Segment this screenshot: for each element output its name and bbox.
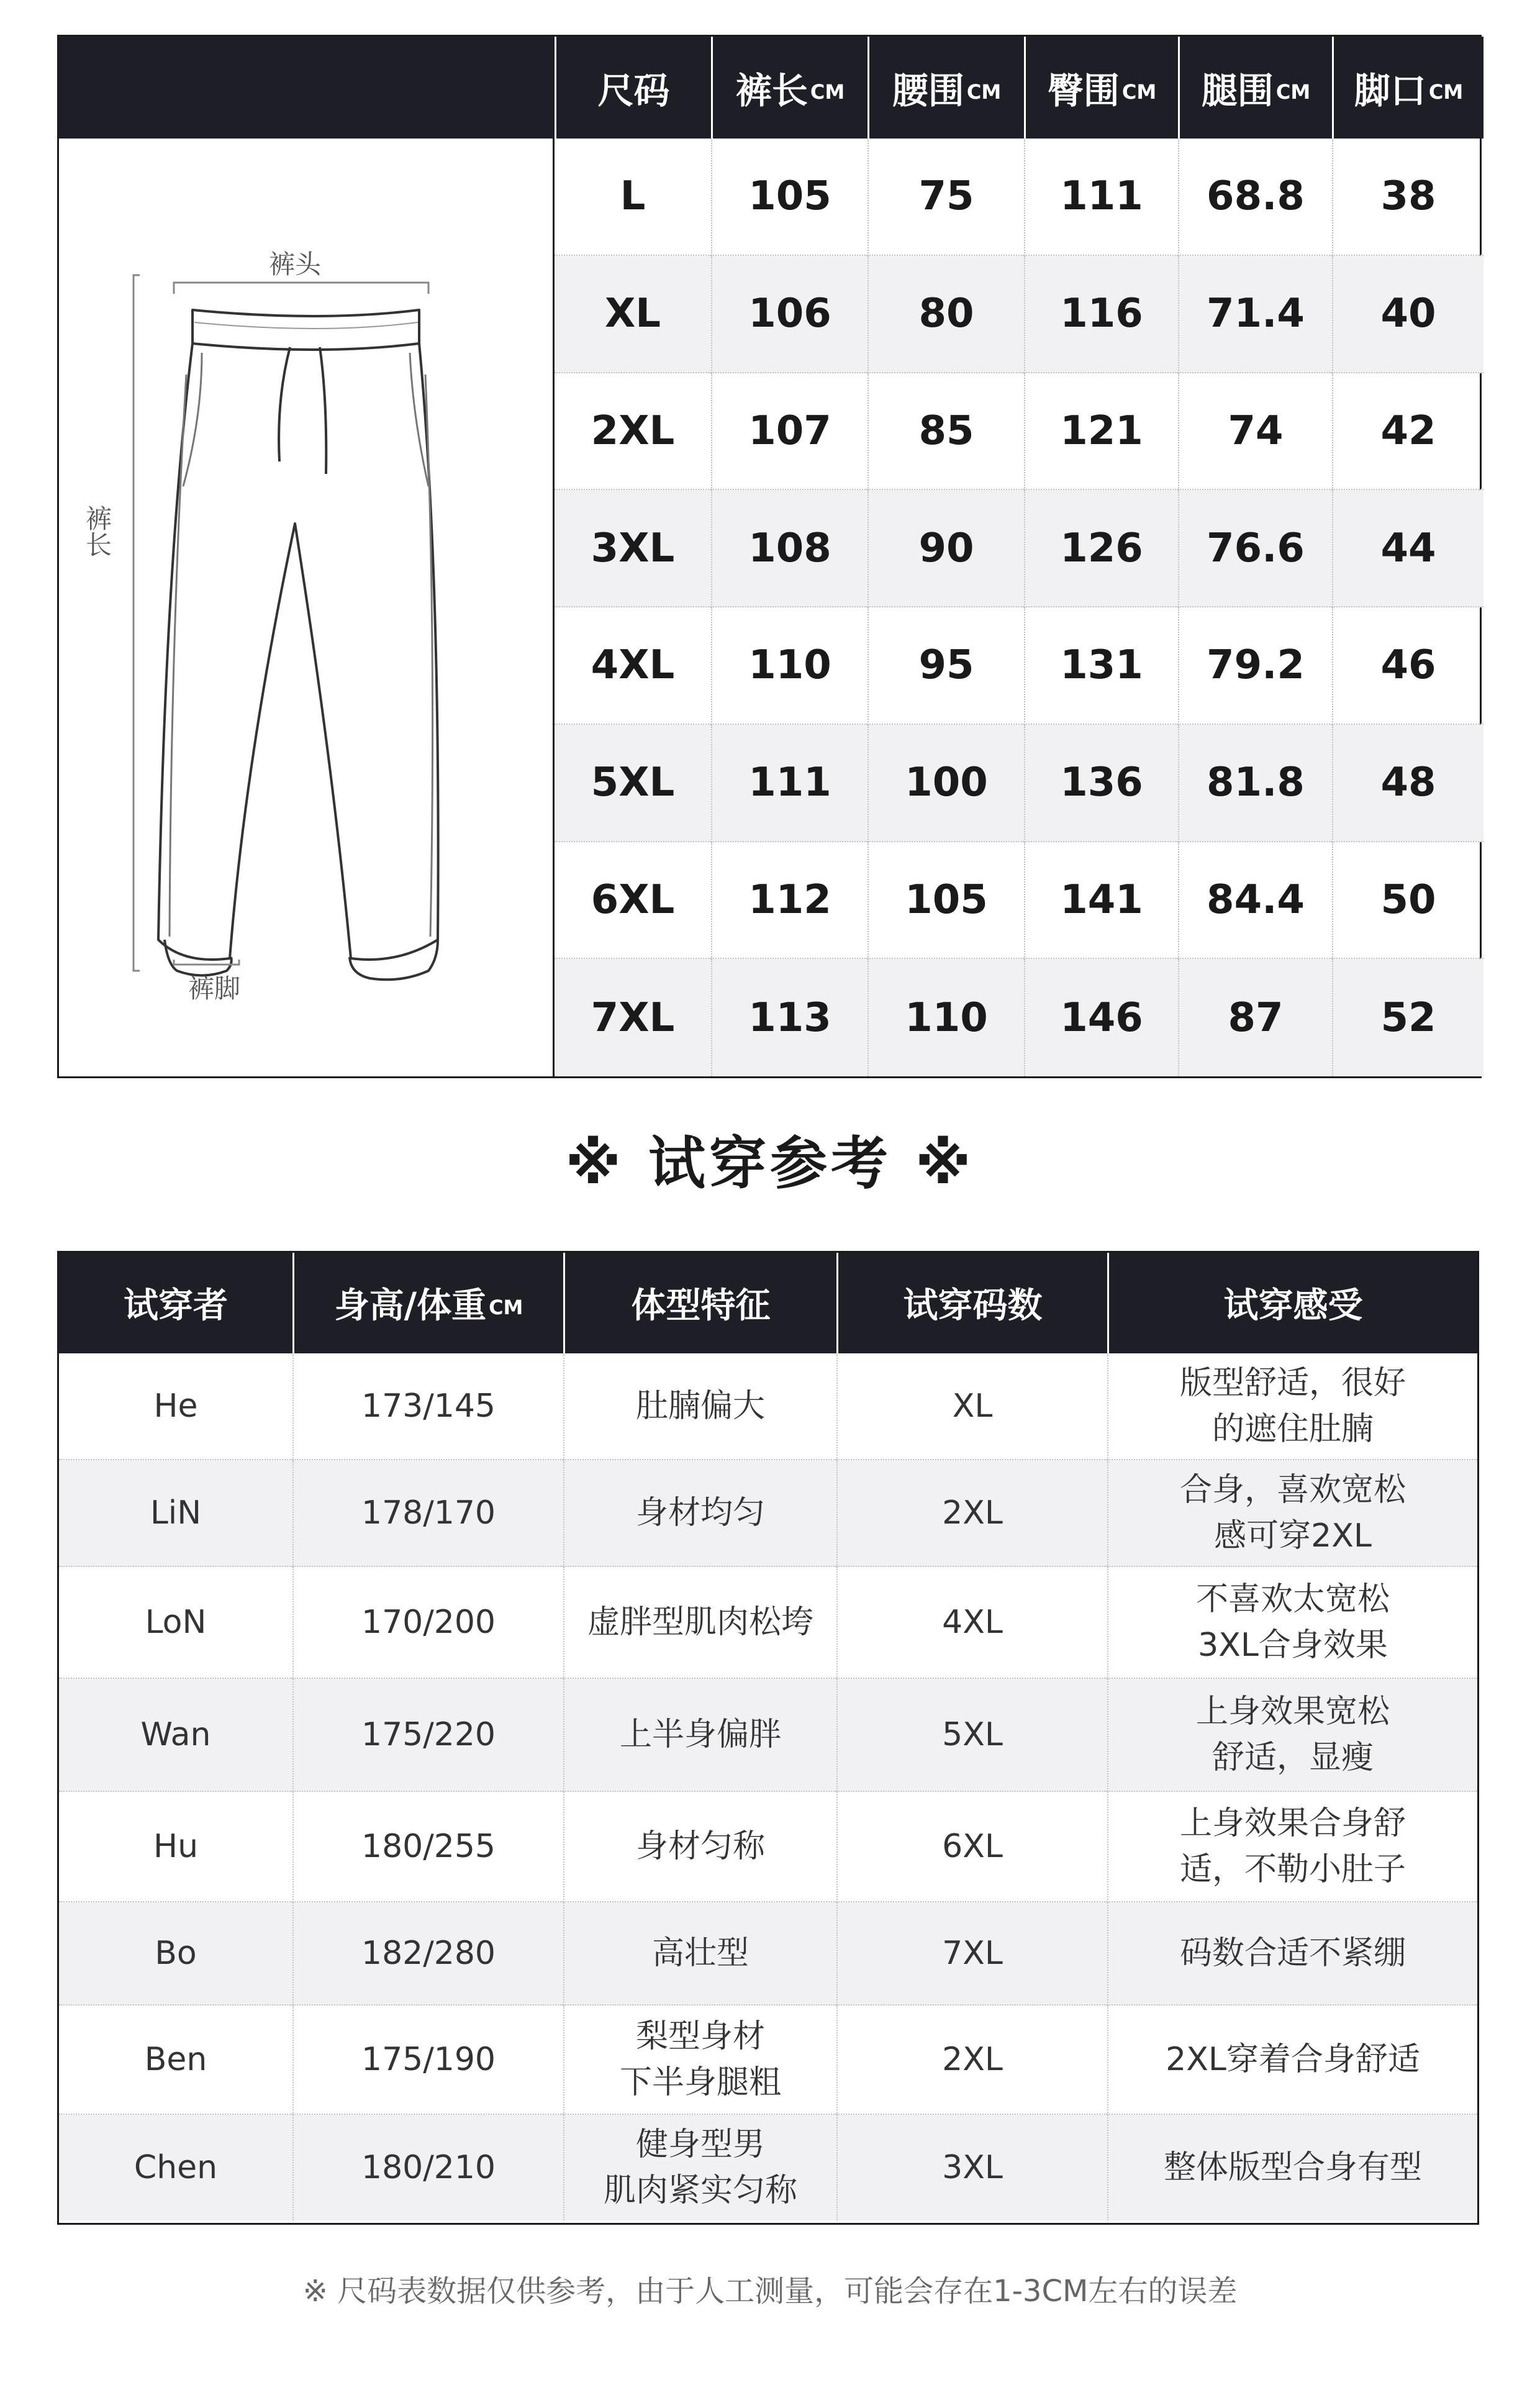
height-weight-cell: 178/170 [292, 1460, 563, 1567]
size-label-cell: 6XL [555, 842, 711, 960]
fit-table-header [836, 1253, 1107, 1353]
header-label: 臀围 [1047, 70, 1120, 112]
height-weight-cell: 170/200 [292, 1567, 563, 1679]
size-value-cell: 48 [1332, 725, 1483, 842]
size-value-cell: 80 [867, 256, 1024, 373]
size-value-cell: 90 [867, 490, 1024, 607]
size-chart-header [711, 37, 867, 139]
size-value-cell: 106 [711, 256, 867, 373]
tried-size-cell: 4XL [836, 1567, 1107, 1679]
size-value-cell: 68.8 [1178, 139, 1332, 256]
tester-name-cell: LiN [59, 1460, 292, 1567]
tester-name-cell: Bo [59, 1902, 292, 2006]
size-value-cell: 85 [867, 373, 1024, 491]
header-unit: CM [1121, 80, 1157, 104]
height-weight-cell: 180/210 [292, 2115, 563, 2220]
size-value-cell: 40 [1332, 256, 1483, 373]
size-value-cell: 110 [867, 959, 1024, 1076]
height-weight-cell: 175/220 [292, 1679, 563, 1792]
size-value-cell: 52 [1332, 959, 1483, 1076]
size-value-cell: 75 [867, 139, 1024, 256]
body-type-cell: 身材匀称 [563, 1792, 836, 1902]
tried-size-cell: 2XL [836, 2006, 1107, 2115]
header-label: 体型特征 [631, 1286, 771, 1326]
size-value-cell: 136 [1024, 725, 1178, 842]
size-chart-header [1332, 37, 1483, 139]
body-type-cell: 肚腩偏大 [563, 1353, 836, 1460]
tester-name-cell: LoN [59, 1567, 292, 1679]
size-value-cell: 111 [1024, 139, 1178, 256]
header-unit: CM [489, 1296, 523, 1319]
hem-label: 裤脚 [188, 973, 241, 1004]
size-chart-header [555, 37, 711, 139]
tried-size-cell: 5XL [836, 1679, 1107, 1792]
fit-reference-title: ※ 试穿参考 ※ [565, 1130, 975, 1197]
tester-name-cell: Chen [59, 2115, 292, 2220]
header-label: 腿围 [1201, 70, 1274, 112]
tried-size-cell: 3XL [836, 2115, 1107, 2220]
size-label-cell: 3XL [555, 490, 711, 607]
size-chart-header [867, 37, 1024, 139]
header-unit: CM [966, 80, 1002, 104]
tried-size-cell: XL [836, 1353, 1107, 1460]
header-label: 身高/体重 [334, 1286, 487, 1326]
size-label-cell: XL [555, 256, 711, 373]
fit-feedback-cell: 2XL穿着合身舒适 [1107, 2006, 1477, 2115]
size-value-cell: 42 [1332, 373, 1483, 491]
header-label: 裤长 [735, 70, 808, 112]
size-value-cell: 87 [1178, 959, 1332, 1076]
size-value-cell: 105 [711, 139, 867, 256]
fit-reference-table [57, 1251, 1479, 2225]
size-value-cell: 50 [1332, 842, 1483, 960]
height-weight-cell: 173/145 [292, 1353, 563, 1460]
fit-table-header [292, 1253, 563, 1353]
tester-name-cell: Wan [59, 1679, 292, 1792]
pants-illustration [59, 139, 555, 1076]
tester-name-cell: Hu [59, 1792, 292, 1902]
size-label-cell: 7XL [555, 959, 711, 1076]
height-weight-cell: 180/255 [292, 1792, 563, 1902]
size-value-cell: 105 [867, 842, 1024, 960]
size-value-cell: 74 [1178, 373, 1332, 491]
size-value-cell: 121 [1024, 373, 1178, 491]
body-type-cell: 梨型身材 下半身腿粗 [563, 2006, 836, 2115]
size-value-cell: 126 [1024, 490, 1178, 607]
size-value-cell: 113 [711, 959, 867, 1076]
size-value-cell: 141 [1024, 842, 1178, 960]
header-unit: CM [1428, 80, 1464, 104]
header-unit: CM [810, 80, 845, 104]
fit-feedback-cell: 版型舒适，很好 的遮住肚腩 [1107, 1353, 1477, 1460]
fit-table-header [1107, 1253, 1477, 1353]
fit-feedback-cell: 整体版型合身有型 [1107, 2115, 1477, 2220]
tried-size-cell: 6XL [836, 1792, 1107, 1902]
size-value-cell: 71.4 [1178, 256, 1332, 373]
body-type-cell: 健身型男 肌肉紧实匀称 [563, 2115, 836, 2220]
size-label-cell: 5XL [555, 725, 711, 842]
fit-feedback-cell: 不喜欢太宽松 3XL合身效果 [1107, 1567, 1477, 1679]
header-label: 脚口 [1354, 70, 1426, 112]
fit-table-header [563, 1253, 836, 1353]
size-value-cell: 108 [711, 490, 867, 607]
size-value-cell: 44 [1332, 490, 1483, 607]
size-label-cell: L [555, 139, 711, 256]
size-value-cell: 116 [1024, 256, 1178, 373]
size-value-cell: 95 [867, 607, 1024, 725]
tried-size-cell: 2XL [836, 1460, 1107, 1567]
waist-label: 裤头 [269, 249, 322, 279]
height-weight-cell: 182/280 [292, 1902, 563, 2006]
size-value-cell: 81.8 [1178, 725, 1332, 842]
size-value-cell: 79.2 [1178, 607, 1332, 725]
fit-feedback-cell: 上身效果宽松 舒适，显瘦 [1107, 1679, 1477, 1792]
tester-name-cell: Ben [59, 2006, 292, 2115]
tester-name-cell: He [59, 1353, 292, 1460]
body-type-cell: 高壮型 [563, 1902, 836, 2006]
body-type-cell: 身材均匀 [563, 1460, 836, 1567]
tried-size-cell: 7XL [836, 1902, 1107, 2006]
fit-feedback-cell: 码数合适不紧绷 [1107, 1902, 1477, 2006]
size-value-cell: 84.4 [1178, 842, 1332, 960]
measurement-note: ※ 尺码表数据仅供参考，由于人工测量，可能会存在1-3CM左右的误差 [302, 2274, 1238, 2309]
size-chart-header [1178, 37, 1332, 139]
size-chart-corner [59, 37, 555, 139]
size-value-cell: 131 [1024, 607, 1178, 725]
header-label: 试穿感受 [1223, 1286, 1363, 1326]
header-label: 试穿者 [124, 1286, 228, 1326]
size-value-cell: 112 [711, 842, 867, 960]
size-value-cell: 107 [711, 373, 867, 491]
size-value-cell: 46 [1332, 607, 1483, 725]
size-label-cell: 2XL [555, 373, 711, 491]
size-value-cell: 111 [711, 725, 867, 842]
size-value-cell: 38 [1332, 139, 1483, 256]
size-chart-table [57, 35, 1482, 1078]
size-value-cell: 146 [1024, 959, 1178, 1076]
size-value-cell: 100 [867, 725, 1024, 842]
length-label: 裤长 [82, 505, 112, 557]
size-chart-header [1024, 37, 1178, 139]
header-unit: CM [1275, 80, 1311, 104]
fit-feedback-cell: 上身效果合身舒 适，不勒小肚子 [1107, 1792, 1477, 1902]
body-type-cell: 虚胖型肌肉松垮 [563, 1567, 836, 1679]
size-value-cell: 76.6 [1178, 490, 1332, 607]
size-value-cell: 110 [711, 607, 867, 725]
fit-table-header [59, 1253, 292, 1353]
height-weight-cell: 175/190 [292, 2006, 563, 2115]
header-label: 试穿码数 [903, 1286, 1043, 1326]
body-type-cell: 上半身偏胖 [563, 1679, 836, 1792]
header-label: 尺码 [597, 70, 670, 112]
fit-feedback-cell: 合身，喜欢宽松 感可穿2XL [1107, 1460, 1477, 1567]
size-label-cell: 4XL [555, 607, 711, 725]
header-label: 腰围 [892, 70, 964, 112]
